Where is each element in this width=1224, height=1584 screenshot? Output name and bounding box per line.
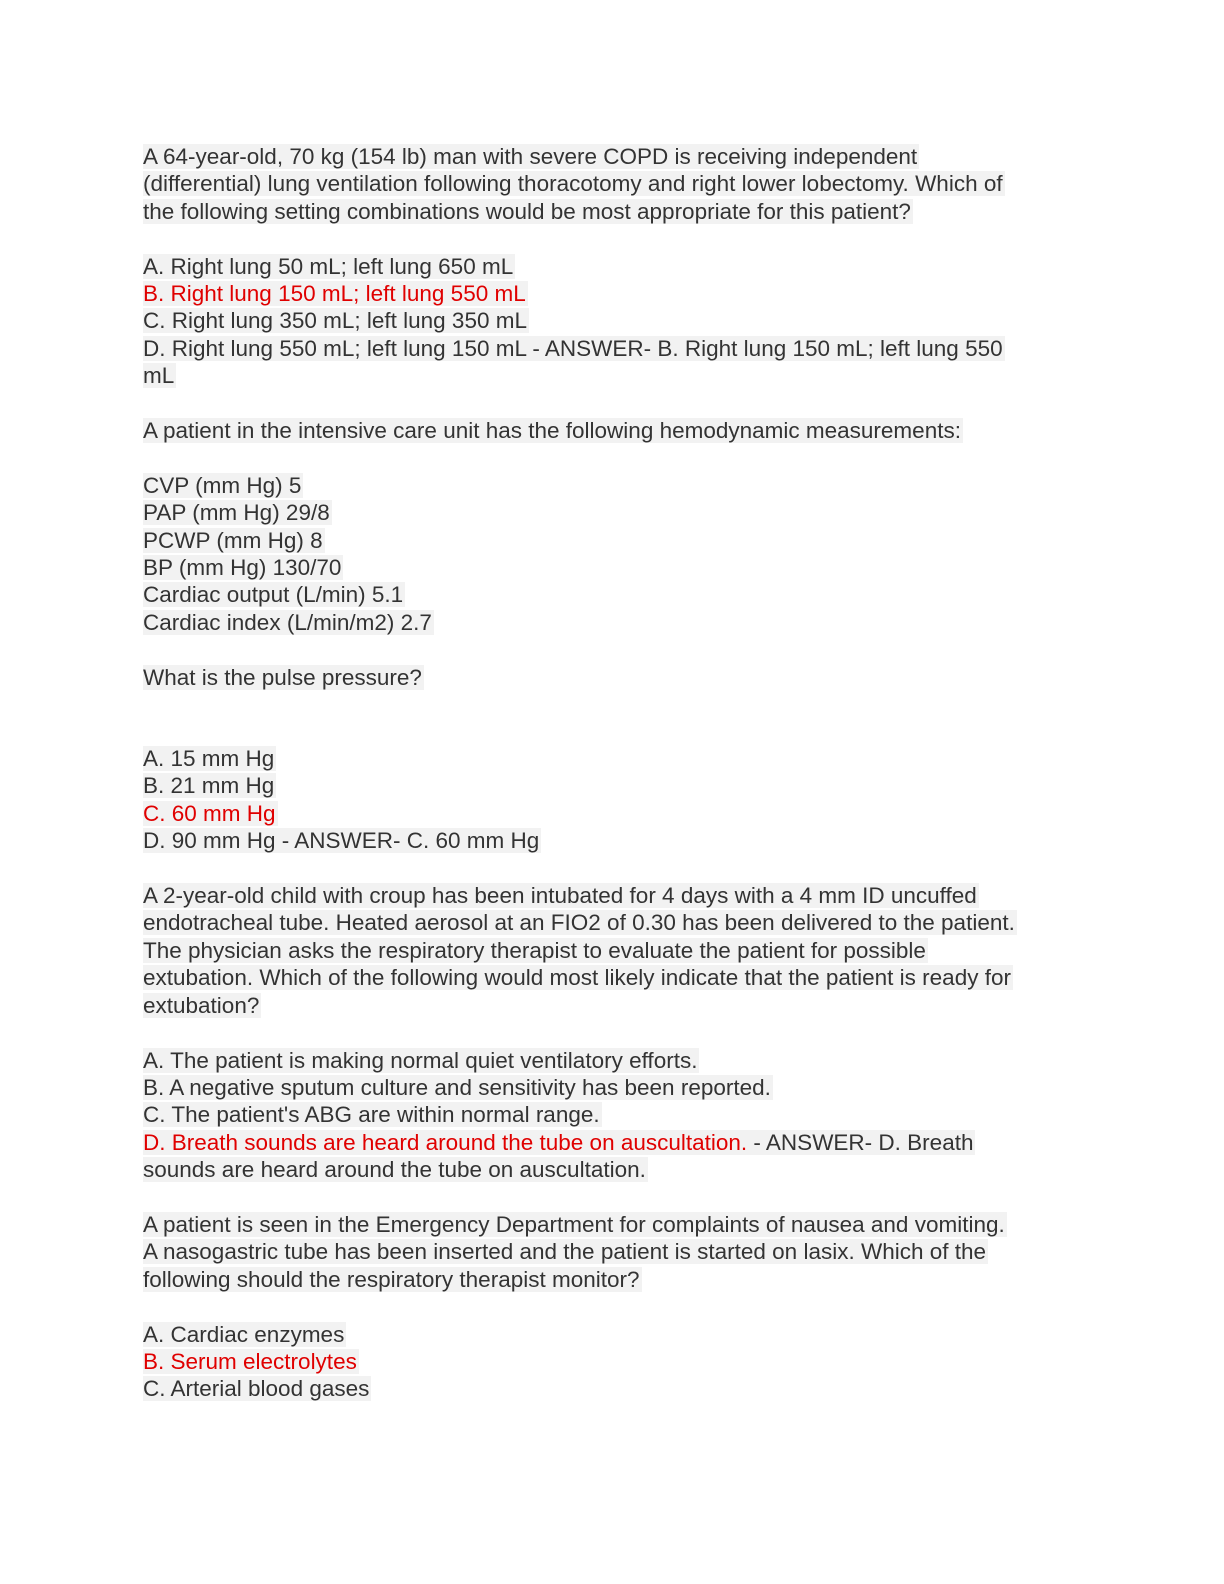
question-2 (143, 417, 1073, 855)
question-3-answer: - ANSWER- D. Breath (747, 1129, 974, 1155)
measurement-pcwp: PCWP (mm Hg) 8 (143, 527, 323, 553)
question-1-option-a: A. Right lung 50 mL; left lung 650 mL (143, 253, 514, 279)
question-3-option-d-correct: D. Breath sounds are heard around the tube on auscultation. (143, 1129, 748, 1155)
question-2-question: What is the pulse pressure? (143, 664, 422, 690)
question-3-answer-continued: sounds are heard around the tube on auscultation. (143, 1157, 646, 1183)
question-3-option-b: B. A negative sputum culture and sensitivity has been reported. (143, 1074, 771, 1100)
measurement-cvp: CVP (mm Hg) 5 (143, 472, 302, 498)
measurement-pap: PAP (mm Hg) 29/8 (143, 500, 330, 526)
question-3-stem-line-4: extubation. Which of the following would most likely indicate that the patient is ready for (143, 965, 1011, 991)
question-1-answer-continued: mL (143, 363, 175, 389)
question-3-stem-line-5: extubation? (143, 992, 260, 1018)
question-3 (143, 882, 1073, 1183)
question-1-option-d-answer: D. Right lung 550 mL; left lung 150 mL - ANSWER- B. Right lung 150 mL; left lung 550 (143, 335, 1003, 361)
question-4-option-c: C. Arterial blood gases (143, 1376, 370, 1402)
question-3-stem-line-2: endotracheal tube. Heated aerosol at an FIO2 of 0.30 has been delivered to the patient. (143, 910, 1015, 936)
question-2-intro: A patient in the intensive care unit has the following hemodynamic measurements: (143, 418, 961, 444)
measurement-cardiac-index: Cardiac index (L/min/m2) 2.7 (143, 609, 432, 635)
document-page (143, 143, 1073, 1403)
question-4-option-b-correct: B. Serum electrolytes (143, 1348, 357, 1374)
question-2-option-c-correct: C. 60 mm Hg (143, 800, 276, 826)
question-4-stem-line-2: A nasogastric tube has been inserted and the patient is started on lasix. Which of the (143, 1239, 987, 1265)
question-3-stem-line-1: A 2-year-old child with croup has been intubated for 4 days with a 4 mm ID uncuffed (143, 883, 977, 909)
question-2-option-a: A. 15 mm Hg (143, 746, 275, 772)
measurement-cardiac-output: Cardiac output (L/min) 5.1 (143, 582, 404, 608)
question-3-option-a: A. The patient is making normal quiet ventilatory efforts. (143, 1047, 698, 1073)
question-1-stem-line-3: the following setting combinations would be most appropriate for this patient? (143, 198, 911, 224)
measurement-bp: BP (mm Hg) 130/70 (143, 555, 342, 581)
question-4-stem-line-3: following should the respiratory therapist monitor? (143, 1266, 640, 1292)
question-1-stem-line-1: A 64-year-old, 70 kg (154 lb) man with severe COPD is receiving independent (143, 144, 918, 169)
question-1 (143, 143, 1073, 390)
question-4 (143, 1211, 1073, 1403)
question-1-option-b-correct: B. Right lung 150 mL; left lung 550 mL (143, 281, 526, 307)
question-4-stem-line-1: A patient is seen in the Emergency Department for complaints of nausea and vomiting. (143, 1211, 1005, 1237)
question-3-option-c: C. The patient's ABG are within normal range. (143, 1102, 600, 1128)
question-1-stem-line-2: (differential) lung ventilation following thoracotomy and right lower lobectomy. Which of (143, 171, 1003, 197)
question-2-option-b: B. 21 mm Hg (143, 773, 275, 799)
question-1-option-c: C. Right lung 350 mL; left lung 350 mL (143, 308, 527, 334)
question-4-option-a: A. Cardiac enzymes (143, 1321, 345, 1347)
question-3-stem-line-3: The physician asks the respiratory therapist to evaluate the patient for possible (143, 937, 926, 963)
question-2-option-d-answer: D. 90 mm Hg - ANSWER- C. 60 mm Hg (143, 828, 540, 854)
